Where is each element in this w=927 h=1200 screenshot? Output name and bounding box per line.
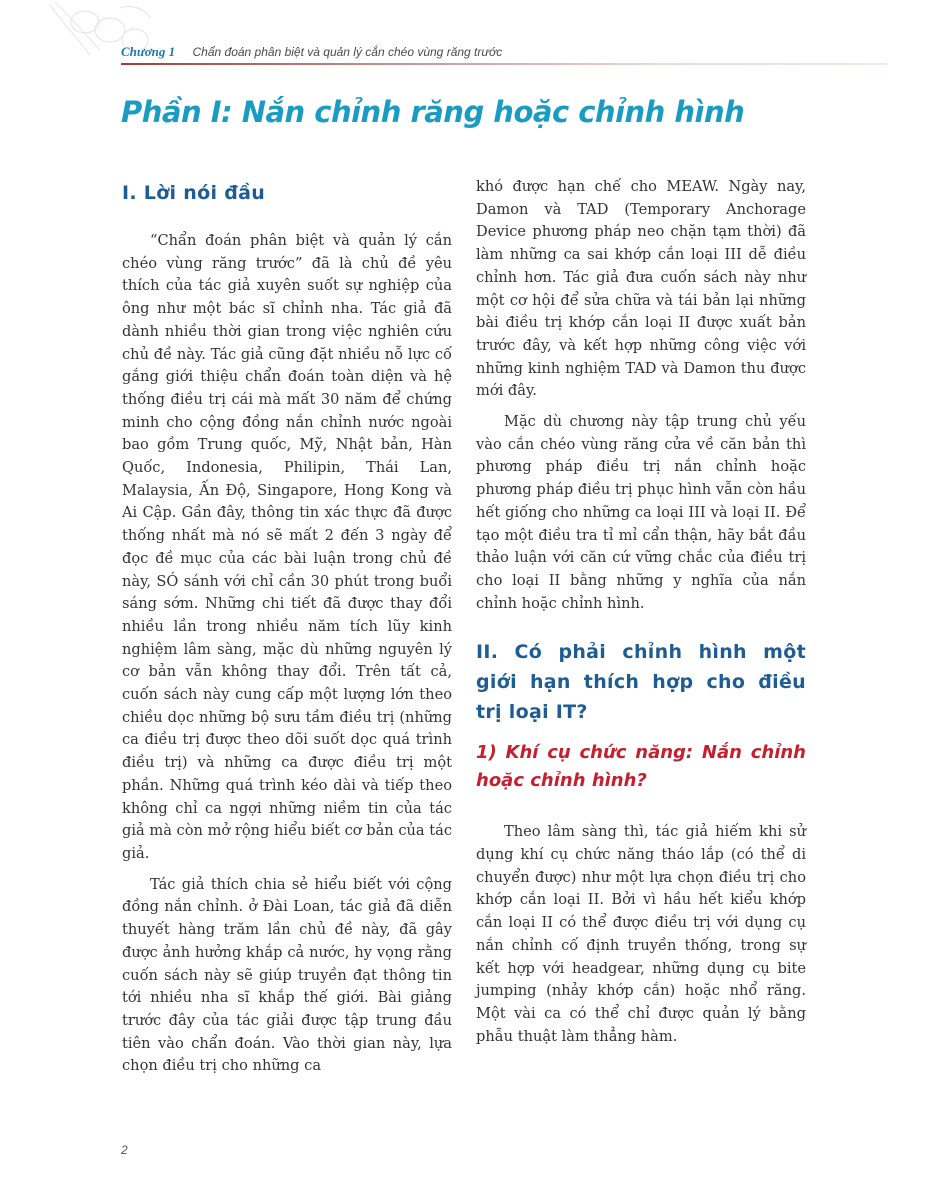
paragraph: Tác giả thích chia sẻ hiểu biết với cộng đồng nắn chỉnh. ở Đài Loan, tác giả đã diễn thuyết hàng trăm lần chủ đề này, đã gây được ảnh hưởng khắp cả nước, hy vọng rằng cuốn sách này sẽ giúp truyền đạt thông tin tới nhiều nha sĩ khắp thế giới. Bài giảng trước đây của tác giải được tập trung đầu tiên vào chẩn đoán. Vào thời gian này, lựa chọn điều trị cho những ca (122, 875, 452, 1075)
left-column (122, 178, 452, 1086)
section-heading-orthopedics: II. Có phải chỉnh hình một giới hạn thích hợp cho điều trị loại IT? (476, 641, 806, 724)
paragraph: “Chẩn đoán phân biệt và quản lý cắn chéo vùng răng trước” đã là chủ đề yêu thích của tác giả xuyên suốt sự nghiệp của ông như một bác sĩ chỉnh nha. Tác giả đã dành nhiều thời gian trong việc nghiên cứu chủ đề này. Tác giả cũng đặt nhiều nỗ lực cố gắng giới thiệu chẩn đoán toàn diện và hệ thống điều trị cái mà mất 30 năm để chứng minh cho cộng đồng nắn chỉnh nước ngoài bao gồm Trung quốc, Mỹ, Nhật bản, Hàn Quốc, Indonesia, Philipin, Thái Lan, Malaysia, Ấn Độ, Singapore, Hong Kong và Ai Cập. Gần đây, thông tin xác thực đã được thống nhất mà nó sẽ mất 2 đến 3 ngày để đọc đề mục của các bài luận trong chủ đề này, SÓ sánh với chỉ cần 30 phút trong buổi sáng sớm. Những chi tiết đã được thay đổi nhiều lần trong nhiều năm tích lũy kinh nghiệm lâm sàng, mặc dù những nguyên lý cơ bản vẫn không thay đổi. Trên tất cả, cuốn sách này cung cấp một lượng lớn theo chiều dọc những bộ sưu tầm điều trị (những ca điều trị được theo dõi suốt dọc quá trình điều trị) và những ca được điều trị một phần. Những quá trình kéo dài và tiếp theo không chỉ ca ngợi những niềm tin của tác giả mà còn mở rộng hiểu biết cơ bản của tác giả. (122, 232, 452, 862)
header-rule (121, 63, 887, 65)
section-heading-preface: I. Lời nói đầu (122, 182, 266, 204)
right-column (476, 176, 806, 1056)
part-title: Phần I: Nắn chỉnh răng hoặc chỉnh hình (121, 95, 745, 129)
subsection-heading-functional-appliance: 1) Khí cụ chức năng: Nắn chỉnh hoặc chỉnh hình? (476, 742, 806, 792)
paragraph: Theo lâm sàng thì, tác giả hiếm khi sử dụng khí cụ chức năng tháo lắp (có thể di chuyển được) như một lựa chọn điều trị cho khớp cắn loại II. Bởi vì hầu hết kiểu khớp cắn loại II có thể được điều trị với dụng cụ nắn chỉnh cố định truyền thống, trong sự kết hợp với headgear, những dụng cụ bite jumping (nhảy khớp cắn) hoặc nhổ răng. Một vài ca có thể chỉ được quản lý bằng phẫu thuật làm thẳng hàm. (476, 823, 806, 1045)
paragraph-continued: khó được hạn chế cho MEAW. Ngày nay, Damon và TAD (Temporary Anchorage Device phương pháp neo chặn tạm thời) đã làm những ca sai khớp cắn loại III dễ điều chỉnh hơn. Tác giả đưa cuốn sách này như một cơ hội để sửa chữa và tái bản lại những bài điều trị khớp cắn loại II được xuất bản trước đây, và kết hợp những công việc với những kinh nghiệm TAD và Damon thu được mới đây. (476, 178, 806, 400)
paragraph: Mặc dù chương này tập trung chủ yếu vào cắn chéo vùng răng cửa về căn bản thì phương pháp điều trị nắn chỉnh hoặc phương pháp điều trị phục hình vẫn còn hầu hết giống cho những ca loại III và loại II. Để tạo một điều tra tỉ mỉ cẩn thận, hãy bắt đầu thảo luận với căn cứ vững chắc của điều trị cho loại II bằng những y nghĩa của nắn chỉnh hoặc chỉnh hình. (476, 413, 806, 612)
page-number: 2 (121, 1143, 128, 1157)
chapter-label: Chương 1 (121, 44, 176, 59)
chapter-title: Chẩn đoán phân biệt và quản lý cắn chéo vùng răng trước (192, 45, 503, 59)
running-header (121, 44, 502, 60)
